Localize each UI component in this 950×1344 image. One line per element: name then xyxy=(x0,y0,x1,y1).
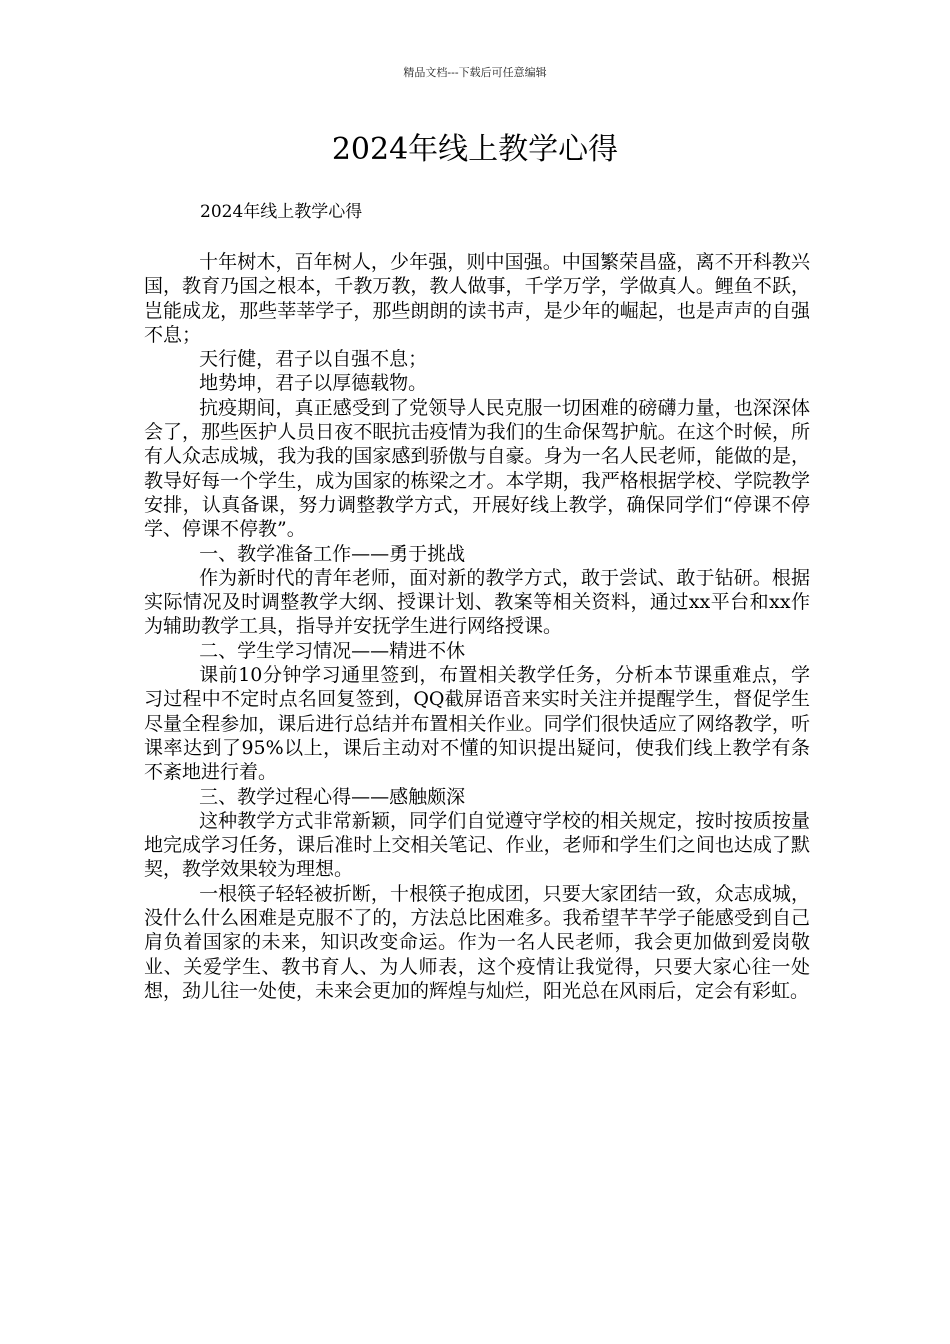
section-heading-1: 一、教学准备工作——勇于挑战 xyxy=(199,542,466,565)
paragraph-section-1: 作为新时代的青年老师，面对新的教学方式，敢于尝试、敢于钻研。根据实际情况及时调整教学大纲、授课计划、教案等相关资料，通过xx平台和xx作为辅助教学工具，指导并安抚学生进行网络授课。 xyxy=(144,566,810,638)
paragraph-section-2: 课前10分钟学习通里签到，布置相关教学任务，分析本节课重难点，学习过程中不定时点名回复签到，QQ截屏语音来实时关注并提醒学生，督促学生尽量全程参加，课后进行总结并布置相关作业。同学们很快适应了网络教学，听课率达到了95%以上，课后主动对不懂的知识提出疑问，使我们线上教学有条不紊地进行着。 xyxy=(144,664,810,784)
document-subtitle: 2024年线上教学心得 xyxy=(200,202,363,222)
paragraph-intro: 十年树木，百年树人，少年强，则中国强。中国繁荣昌盛，离不开科教兴国，教育乃国之根本，千教万教，教人做事，千学万学，学做真人。鲤鱼不跃，岂能成龙，那些莘莘学子，那些朗朗的读书声，是少年的崛起，也是声声的自强不息； xyxy=(144,251,810,346)
header-note: 精品文档---下载后可任意编辑 xyxy=(403,66,547,79)
document-title: 2024年线上教学心得 xyxy=(331,132,619,167)
document-body xyxy=(144,250,810,1003)
paragraph-section-3: 这种教学方式非常新颖，同学们自觉遵守学校的相关规定，按时按质按量地完成学习任务，课后准时上交相关笔记、作业，老师和学生们之间也达成了默契，教学效果较为理想。 xyxy=(144,809,810,881)
paragraph-quote-2: 地势坤，君子以厚德载物。 xyxy=(199,372,428,395)
section-heading-3: 三、教学过程心得——感触颇深 xyxy=(199,785,466,808)
section-heading-2: 二、学生学习情况——精进不休 xyxy=(199,639,466,662)
paragraph-conclusion: 一根筷子轻轻被折断，十根筷子抱成团，只要大家团结一致，众志成城，没什么什么困难是克服不了的，方法总比困难多。我希望芊芊学子能感受到自己肩负着国家的未来，知识改变命运。作为一名人民老师，我会更加做到爱岗敬业、关爱学生、教书育人、为人师表，这个疫情让我觉得，只要大家心往一处想，劲儿往一处使，未来会更加的辉煌与灿烂，阳光总在风雨后，定会有彩虹。 xyxy=(144,882,810,1002)
paragraph-quote-1: 天行健，君子以自强不息； xyxy=(199,348,428,371)
paragraph-pandemic: 抗疫期间，真正感受到了党领导人民克服一切困难的磅礴力量，也深深体会了，那些医护人员日夜不眠抗击疫情为我们的生命保驾护航。在这个时候，所有人众志成城，我为我的国家感到骄傲与自豪。身为一名人民老师，能做的是，教导好每一个学生，成为国家的栋梁之才。本学期，我严格根据学校、学院教学安排，认真备课，努力调整教学方式，开展好线上教学，确保同学们“停课不停学、停课不停教”。 xyxy=(144,396,810,541)
